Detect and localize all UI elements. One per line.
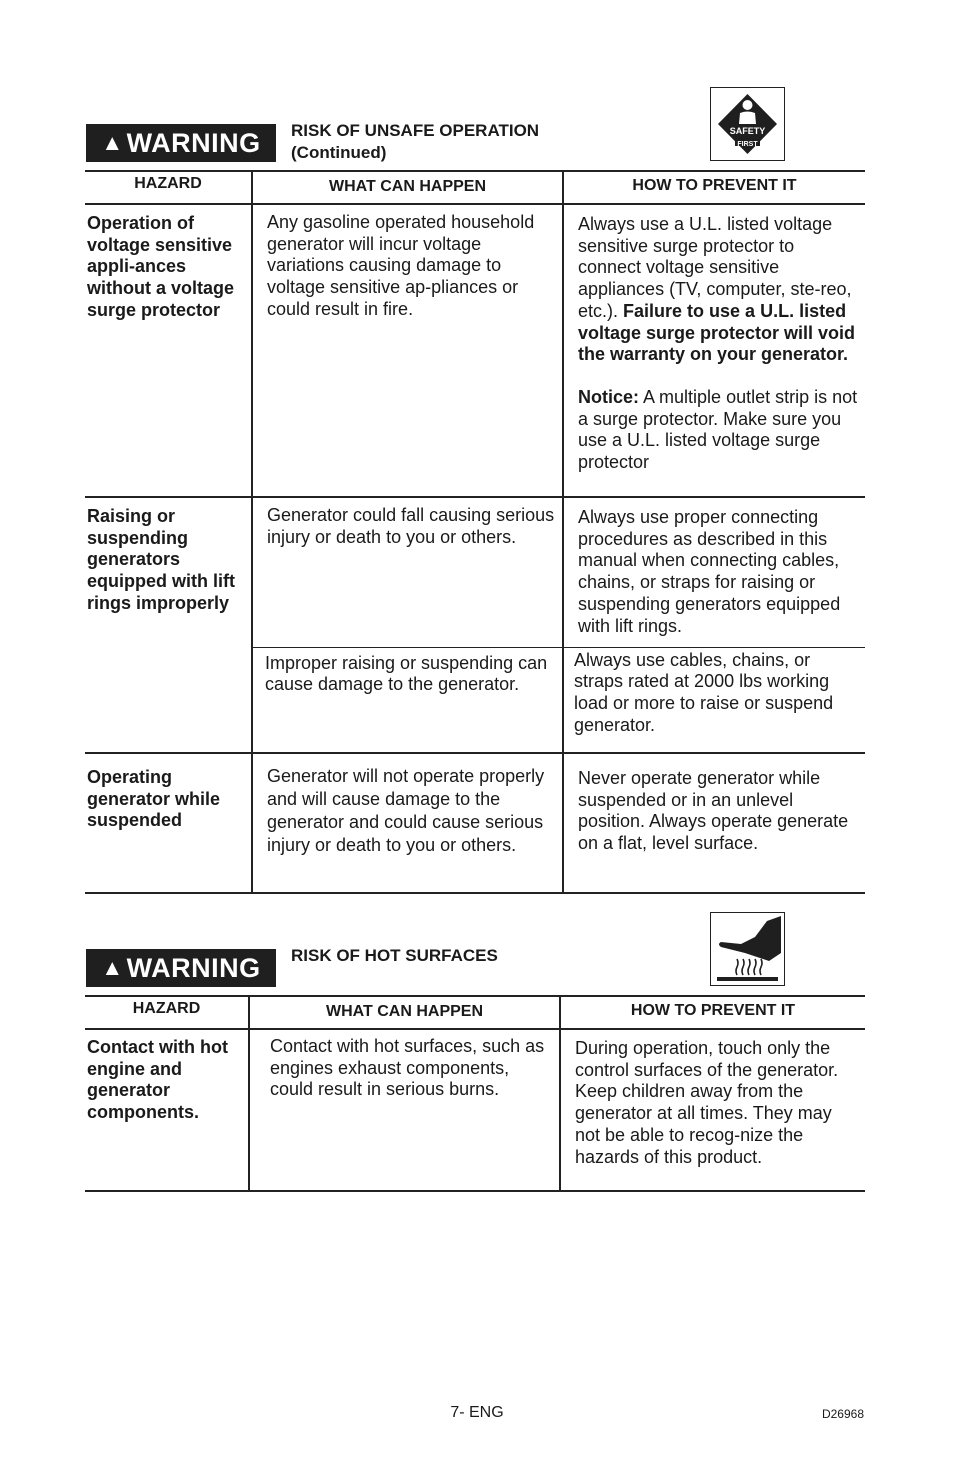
col-hazard: HAZARD: [85, 996, 249, 1029]
what-cell: Improper raising or suspending can cause damage to the generator.: [252, 647, 563, 753]
col-hazard: HAZARD: [85, 171, 252, 204]
risk-title-line1: RISK OF HOT SURFACES: [291, 946, 498, 965]
table-row: [85, 497, 865, 647]
warning-section-hot-surfaces: [85, 912, 865, 1167]
hazard-cell: Contact with hot engine and generator components.: [85, 1029, 249, 1191]
prevent-cell: Always use proper connecting procedures as described in this manual when connecting cables, chains, or straps for raising or suspending generators equipped with lift rings.: [563, 497, 865, 647]
page-number: 7- ENG: [450, 1404, 504, 1421]
warning-section-unsafe-operation: [85, 87, 865, 855]
first-text: FIRST: [737, 141, 758, 148]
warning-triangle-icon: ▲: [101, 955, 124, 980]
col-how-to-prevent: HOW TO PREVENT IT: [560, 996, 865, 1029]
notice-paragraph: [578, 387, 859, 474]
hazard-cell: Operation of voltage sensitive appli-ances without a voltage surge protector: [85, 204, 252, 497]
safety-text: SAFETY: [729, 126, 766, 136]
hazard-table: [85, 170, 865, 894]
notice-label: Notice:: [578, 386, 640, 407]
hazard-table: [85, 995, 865, 1192]
table-row: [85, 1029, 865, 1191]
notice-text: A multiple outlet strip is not a surge protector. Make sure you use a U.L. listed voltage surge protector: [578, 386, 858, 473]
hot-surface-hand-icon: [710, 912, 785, 986]
what-cell: Contact with hot surfaces, such as engines exhaust components, could result in serious burns.: [249, 1029, 560, 1191]
table-header-row: [85, 996, 865, 1029]
prevent-cell: Always use cables, chains, or straps rated at 2000 lbs working load or more to raise or suspend generator.: [563, 647, 865, 753]
document-code: D26968: [821, 1407, 864, 1421]
prevent-cell: During operation, touch only the control surfaces of the generator. Keep children away from the generator at all times. They may not be able to recog-nize the hazards of this product.: [560, 1029, 865, 1191]
table-row: [85, 204, 865, 497]
warning-label: WARNING: [126, 952, 261, 983]
what-cell: Any gasoline operated household generator will incur voltage variations causing damage to voltage sensitive ap-pliances or could result in fire.: [252, 204, 563, 497]
warning-badge: [86, 124, 276, 162]
safety-first-person-icon: [710, 87, 785, 161]
risk-title-line1: RISK OF UNSAFE OPERATION: [291, 121, 540, 140]
col-how-to-prevent: HOW TO PREVENT IT: [563, 171, 865, 204]
table-row: [85, 753, 865, 893]
section-header: [85, 912, 865, 996]
prevent-warning-text: Failure to use a U.L. listed voltage surge protector will void the warranty on your generator.: [578, 300, 856, 365]
warning-badge: [86, 949, 276, 987]
prevent-cell: Never operate generator while suspended or in an unlevel position. Always operate generate on a flat, level surface.: [563, 753, 865, 893]
what-cell: Generator could fall causing serious injury or death to you or others.: [252, 497, 563, 647]
what-cell: Generator will not operate properly and will cause damage to the generator and could cause serious injury or death to you or others.: [252, 753, 563, 893]
warning-triangle-icon: ▲: [101, 130, 124, 155]
table-header-row: [85, 171, 865, 204]
risk-title-line2: (Continued): [291, 143, 387, 162]
hazard-cell: Raising or suspending generators equipped with lift rings improperly: [85, 497, 252, 753]
hazard-cell: Operating generator while suspended: [85, 753, 252, 893]
section-header: [85, 87, 865, 171]
prevent-cell: [563, 204, 865, 497]
col-what-can-happen: WHAT CAN HAPPEN: [249, 996, 560, 1029]
prevent-text: Always use a U.L. listed voltage sensitive surge protector to connect voltage sensitive appliances (TV, computer, ste-reo, etc.).: [578, 214, 852, 321]
risk-title: [291, 945, 498, 967]
warning-label: WARNING: [126, 127, 261, 158]
risk-title: [291, 120, 539, 164]
col-what-can-happen: WHAT CAN HAPPEN: [252, 171, 563, 204]
